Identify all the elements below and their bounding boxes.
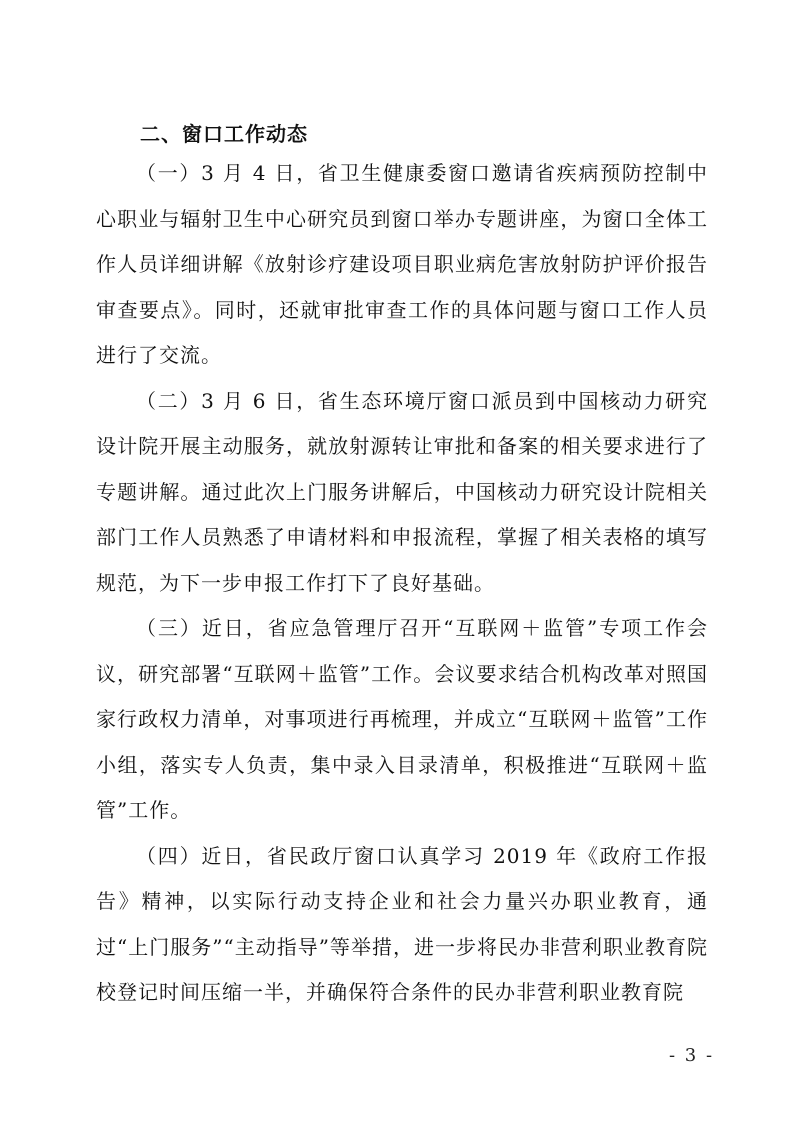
body-text [96, 151, 708, 1016]
paragraph-2: （二）3 月 6 日，省生态环境厅窗口派员到中国核动力研究设计院开展主动服务，就放射源转让审批和备案的相关要求进行了专题讲解。通过此次上门服务讲解后，中国核动力研究设计院相关部门工作人员熟悉了申请材料和申报流程，掌握了相关表格的填写规范，为下一步申报工作打下了良好基础。 [96, 388, 708, 595]
paragraph-3: （三）近日，省应急管理厅召开“互联网＋监管”专项工作会议，研究部署“互联网＋监管”工作。会议要求结合机构改革对照国家行政权力清单，对事项进行再梳理，并成立“互联网＋监管”工作小组，落实专人负责，集中录入目录清单，积极推进“互联网＋监管”工作。 [96, 616, 708, 822]
page-number: - 3 - [669, 1045, 715, 1066]
paragraph-4: （四）近日，省民政厅窗口认真学习 2019 年《政府工作报告》精神，以实际行动支持企业和社会力量兴办职业教育，通过“上门服务”“主动指导”等举措，进一步将民办非营利职业教育院校登记时间压缩一半，并确保符合条件的民办非营利职业教育院 [96, 843, 708, 1004]
section-heading: 二、窗口工作动态 [140, 122, 308, 146]
paragraph-1: （一）3 月 4 日，省卫生健康委窗口邀请省疾病预防控制中心职业与辐射卫生中心研究员到窗口举办专题讲座，为窗口全体工作人员详细讲解《放射诊疗建设项目职业病危害放射防护评价报告审查要点》。同时，还就审批审查工作的具体问题与窗口工作人员进行了交流。 [96, 161, 708, 367]
